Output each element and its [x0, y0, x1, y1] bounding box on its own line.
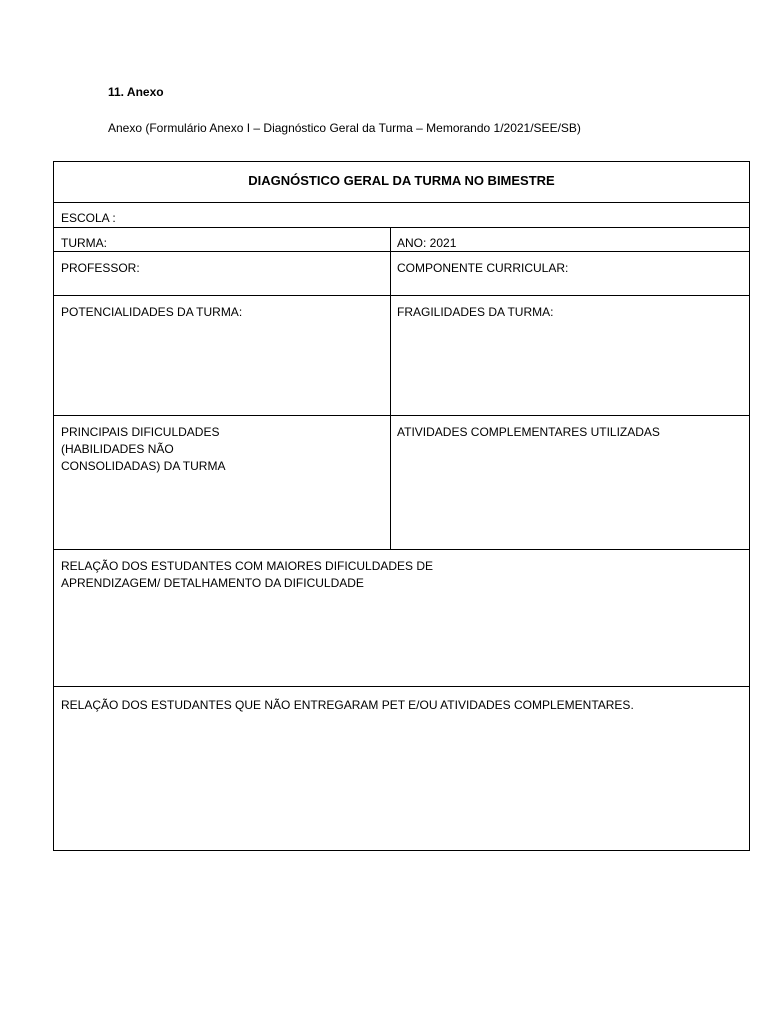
column-divider — [390, 227, 391, 550]
row-divider — [54, 227, 749, 228]
potencialidades-field[interactable]: POTENCIALIDADES DA TURMA: — [61, 305, 243, 319]
row-divider — [54, 549, 749, 550]
row-divider — [54, 415, 749, 416]
escola-field[interactable]: ESCOLA : — [61, 211, 116, 225]
section-heading: 11. Anexo — [108, 85, 164, 99]
relacao-dificuldades-field[interactable]: RELAÇÃO DOS ESTUDANTES COM MAIORES DIFICULDADES DE APRENDIZAGEM/ DETALHAMENTO DA DIFICULDADE — [61, 559, 434, 590]
diagnostic-form — [53, 161, 750, 851]
row-divider — [54, 686, 749, 687]
fragilidades-field[interactable]: FRAGILIDADES DA TURMA: — [397, 305, 554, 319]
ano-field[interactable]: ANO: 2021 — [397, 236, 457, 250]
relacao-pet-field[interactable]: RELAÇÃO DOS ESTUDANTES QUE NÃO ENTREGARAM PET E/OU ATIVIDADES COMPLEMENTARES. — [61, 698, 634, 712]
row-divider — [54, 295, 749, 296]
principais-dificuldades-field[interactable]: PRINCIPAIS DIFICULDADES (HABILIDADES NÃO CONSOLIDADAS) DA TURMA — [61, 425, 226, 473]
row-divider — [54, 202, 749, 203]
section-subheading: Anexo (Formulário Anexo I – Diagnóstico Geral da Turma – Memorando 1/2021/SEE/SB) — [108, 121, 581, 135]
componente-curricular-field[interactable]: COMPONENTE CURRICULAR: — [397, 261, 569, 275]
form-title: DIAGNÓSTICO GERAL DA TURMA NO BIMESTRE — [248, 173, 555, 188]
professor-field[interactable]: PROFESSOR: — [61, 261, 140, 275]
atividades-complementares-field[interactable]: ATIVIDADES COMPLEMENTARES UTILIZADAS — [397, 425, 660, 439]
turma-field[interactable]: TURMA: — [61, 236, 107, 250]
